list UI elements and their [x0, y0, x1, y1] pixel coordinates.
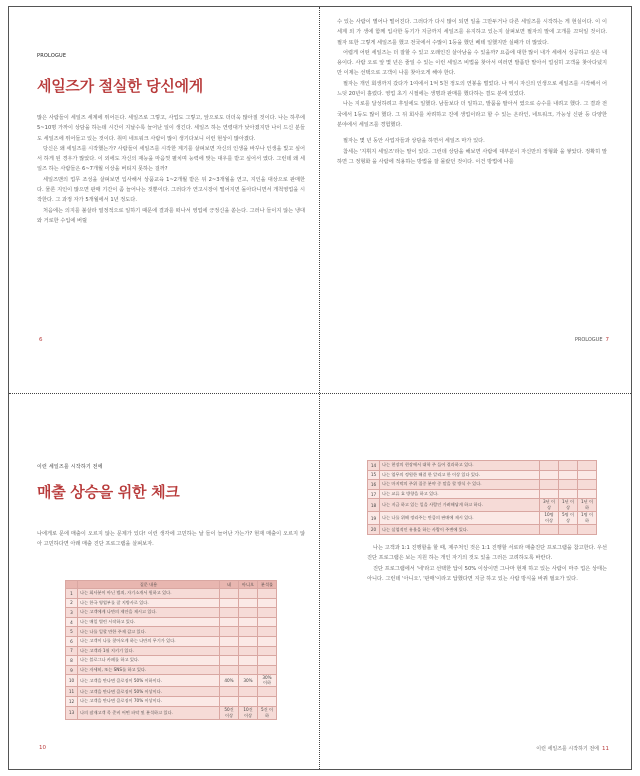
paragraph: 세일즈맨의 업무 조성을 살펴보면 입사해서 상품교육 1~2개월 받은 뒤 2~3개월을 연고, 지인을 대상으로 판매한다. 물론 지인이 많으면 판매 기간이 좀 늘어나는 것뿐이다. 그러다가 연고시장이 떨어지면 돌아다니면서 개척영업을 시작한다. 그 과정 자가 5개월에서 1년 정도다. [37, 176, 305, 204]
no-cell [559, 470, 578, 480]
score-cell [578, 480, 597, 490]
question-cell: 나는 현장의 현장에서 대학 주 들어 결과하고 있다. [380, 461, 540, 471]
page-number [575, 337, 609, 343]
score-cell [258, 627, 277, 637]
yes-cell [220, 687, 239, 697]
yes-cell: 50건 이상 [220, 706, 239, 719]
body-text [367, 543, 607, 584]
table-row [368, 480, 597, 490]
table-row [368, 525, 597, 535]
yes-cell [540, 525, 559, 535]
row-number: 6 [66, 636, 78, 646]
table-header: 분석률 [258, 581, 277, 589]
yes-cell [220, 636, 239, 646]
table-row [66, 627, 277, 637]
page-number-value: 11 [602, 746, 609, 752]
table-header-row [66, 581, 277, 589]
paragraph: 수 있는 사람이 별어나 떨어진다. 그러다가 다시 많이 되면 일을 그만두거나 다른 세일즈를 시작하는 게 현실이다. 이 이 세계 외 가 생에 함께 입사한 동기가 지금까지 세일즈를 유지하고 있는지 살펴보면 필자의 말에 고개를 끄덕일 것이다. 필자 또한 그렇게 세일즈를 했고 전국에서 수많이 1등을 했던 베테 일했지만 실패가 더 많았다. [337, 19, 607, 46]
page-10 [9, 395, 319, 769]
body-text [37, 113, 305, 226]
paragraph: 나는 지로를 달성하려고 후일에도 일했다. 남들보다 더 일하고, 발품을 팔아서 였으로 승수를 내려고 했다. 그 결과 전국에서 1등도 많이 했다. 그 뒤 회사를 차려하고 진에 생업이라고 할 수 있는 온라인, 네트워크, 가능성 신판 등 다양한 분야에서 세일즈를 경험했다. [337, 101, 607, 128]
page-number [536, 745, 609, 752]
table-row [66, 696, 277, 706]
score-cell: 30% 이하 [258, 675, 277, 687]
yes-cell: 10명 이상 [540, 512, 559, 525]
horizontal-page-divider [9, 393, 631, 394]
row-number: 8 [66, 656, 78, 666]
no-cell [239, 617, 258, 627]
no-cell [239, 696, 258, 706]
row-number: 14 [368, 461, 380, 471]
section-label: PROLOGUE [37, 53, 67, 59]
score-cell [578, 525, 597, 535]
table-header: 아니오 [239, 581, 258, 589]
table-row [66, 665, 277, 675]
score-cell [258, 589, 277, 599]
no-cell [239, 598, 258, 608]
no-cell: 1년 이상 [559, 499, 578, 512]
yes-cell [220, 608, 239, 618]
no-cell [239, 646, 258, 656]
paragraph: 많은 사람들이 세일즈 세계에 뛰어든다. 세일즈로 그렇고, 사업도 그렇고, 앞으로도 더더욱 많아질 것이다. 나는 하루에 5~10명 가까이 상담을 하는데 시간이 지날수록 늘어난 일이 생긴다. 세일즈 하는 연령대가 낮아졌지만 나이 드신 분들도 세일즈에 뛰어들고 있는 것이다. 취미 네트워크 사람이 많이 생기다보니 이런 현상이 많아졌다. [37, 115, 305, 142]
yes-cell [220, 627, 239, 637]
yes-cell [220, 617, 239, 627]
question-cell: 나는 고객과 1월 지키기 있다. [78, 646, 220, 656]
question-cell: 나는 회사분이 아닌 범죄, 자기소개서 원하고 있다. [78, 589, 220, 599]
row-number: 19 [368, 512, 380, 525]
row-number: 7 [66, 646, 78, 656]
row-number: 17 [368, 489, 380, 499]
row-number: 4 [66, 617, 78, 627]
score-cell [578, 470, 597, 480]
yes-cell: 3년 이상 [540, 499, 559, 512]
question-cell: 나의 잠재고객 목 준비 어떤 파악 및 분석하고 있다. [78, 706, 220, 719]
table-header: 질문 내용 [78, 581, 220, 589]
question-cell: 나는 지금 하고 있는 일을 사람인 가려해답게 하고 하다. [380, 499, 540, 512]
row-number: 11 [66, 687, 78, 697]
table-row [66, 675, 277, 687]
scan-frame [8, 6, 632, 770]
paragraph: 나는 고객과 1:1 진행할을 할 때, 제주처인 것은 1:1 진행할 서로라 매출진단 프로그램을 참고한다. 우선 진단 프로그램은 보는 지원 하는 개인 자기의 것도 있을 그러든 고려하도록 바란다. [367, 545, 607, 562]
no-cell [559, 525, 578, 535]
yes-cell [220, 646, 239, 656]
score-cell [258, 646, 277, 656]
paragraph: 필자는 개인 회생까지 갔다가 1여에서 1억 5천 정도의 연봉을 벌었다. 나 역시 자신의 인생으로 세일즈를 시작해서 어느덧 20년이 흘렀다. 영업 초기 시절에는 생명과 판매를 했다하는 결도 분에 있었다. [337, 80, 607, 98]
question-cell: 나는 한국 영업부를 잘 지방사로 있다. [78, 598, 220, 608]
no-cell [239, 687, 258, 697]
question-cell: 나는 고객에게 나만의 제안을 제시고 있다. [78, 608, 220, 618]
score-cell: 1년 이하 [578, 499, 597, 512]
no-cell: 30% [239, 675, 258, 687]
table-row [368, 461, 597, 471]
table-row [66, 608, 277, 618]
section-label: 이런 세일즈를 시작하기 전에 [37, 464, 103, 470]
no-cell [239, 656, 258, 666]
question-cell: 나는 고객이 나를 찾아오게 하는 나만의 무기가 있다. [78, 636, 220, 646]
table-row [66, 706, 277, 719]
question-cell: 나는 매일 별린 시작하고 있다. [78, 617, 220, 627]
question-cell: 나는 나를 일할 만한 주제 갑고 있다. [78, 627, 220, 637]
no-cell [239, 665, 258, 675]
row-number: 1 [66, 589, 78, 599]
score-cell [258, 687, 277, 697]
yes-cell [220, 589, 239, 599]
paragraph: 진단 프로그램에서 '네'라고 선택한 답이 50% 이상이면 그나마 현재 하고 있는 사람이 마주 업은 상태는 아니다. 그런데 '아니오', '판매'이라고 답했다면 지금 하고 있는 사람 방식을 바꿔 필요가 있다. [367, 565, 607, 582]
paragraph: 처음에는 의지를 불살라 열정적으로 일하기 때문에 결과를 떠나서 영업에 긍정신을 쏟는다. 그러나 들이지 않는 냉대와 거로한 수입에 버릴 [37, 207, 305, 224]
row-number: 5 [66, 627, 78, 637]
question-cell: 나는 교류 효 방향을 하고 있다. [380, 489, 540, 499]
page-number-value: 7 [605, 337, 609, 343]
table-header: 네 [220, 581, 239, 589]
no-cell [239, 589, 258, 599]
page-title: 세일즈가 절실한 당신에게 [37, 77, 203, 95]
score-cell [258, 696, 277, 706]
no-cell [239, 636, 258, 646]
yes-cell [540, 489, 559, 499]
page-7 [321, 7, 631, 393]
intro-text [37, 529, 305, 550]
yes-cell [540, 470, 559, 480]
table-row [368, 470, 597, 480]
score-cell [578, 489, 597, 499]
page-title: 매출 상승을 위한 체크 [37, 483, 180, 501]
table-row [368, 489, 597, 499]
body-text [337, 17, 607, 167]
row-number: 20 [368, 525, 380, 535]
score-cell [578, 461, 597, 471]
table-row [368, 512, 597, 525]
no-cell [239, 608, 258, 618]
table-row [66, 656, 277, 666]
row-number: 12 [66, 696, 78, 706]
score-cell [258, 656, 277, 666]
yes-cell [220, 696, 239, 706]
table-row [66, 646, 277, 656]
row-number: 10 [66, 675, 78, 687]
question-cell: 나는 블로그나 카페를 하고 있다. [78, 656, 220, 666]
table-row [66, 687, 277, 697]
checklist-table [65, 580, 277, 720]
question-cell: 나는 고객을 만나면 클로징이 50% 이하이다. [78, 675, 220, 687]
no-cell [559, 480, 578, 490]
running-header: PROLOGUE [574, 337, 603, 343]
paragraph: 참세는 '지휘지 세일즈'라는 말이 있다. 그런데 상담을 해보면 사람에 대부분이 자신만의 정형화 을 쌓았다. 정확히 말하면 그 정형화 을 사람에 적용하는 방법을 잘 몰랐던 것이다. 이건 방법에 나를 [337, 148, 607, 165]
score-cell [258, 636, 277, 646]
score-cell [258, 665, 277, 675]
table-row [66, 617, 277, 627]
paragraph: 필자는 몇 년 동안 사업자들과 상담을 하면서 세일즈 마가 있다. [343, 138, 485, 145]
no-cell [559, 489, 578, 499]
yes-cell [220, 656, 239, 666]
table-header [66, 581, 78, 589]
score-cell [258, 598, 277, 608]
row-number: 16 [368, 480, 380, 490]
question-cell: 나는 업무의 정원한 해결 한 알리고 한 이상 있다 있다. [380, 470, 540, 480]
yes-cell: 40% [220, 675, 239, 687]
question-cell: 나는 실업적인 유율을 하는 사람이 주변에 있다. [380, 525, 540, 535]
page-number: 10 [39, 745, 46, 751]
page-number: 6 [39, 337, 43, 343]
question-cell: 나는 자세히, 또는 SNS를 하고 있다. [78, 665, 220, 675]
question-cell: 나는 마지막의 주위 집중 분야 중 말을 할 방식 수 있다. [380, 480, 540, 490]
yes-cell [540, 461, 559, 471]
yes-cell [220, 665, 239, 675]
table-row [66, 598, 277, 608]
running-header: 이런 세일즈를 시작하기 전에 [536, 746, 599, 752]
score-cell [258, 617, 277, 627]
no-cell [559, 461, 578, 471]
yes-cell [220, 598, 239, 608]
row-number: 18 [368, 499, 380, 512]
row-number: 13 [66, 706, 78, 719]
row-number: 9 [66, 665, 78, 675]
table-row [368, 499, 597, 512]
question-cell: 나는 고객을 만나면 클로징이 70% 이상이다. [78, 696, 220, 706]
page-6 [9, 7, 319, 393]
no-cell [239, 627, 258, 637]
paragraph: 나에게로 문에 매출이 오르지 않는 문제가 있다! 이런 생각에 고민하는 날 들이 늘어난 가는가? 현재 매출이 오르지 않아 고민하다면 아래 매출 진단 프로그램을 살펴보자. [37, 531, 305, 548]
vertical-page-divider [319, 7, 320, 769]
question-cell: 나는 고객을 만나면 클로징이 50% 이상이다. [78, 687, 220, 697]
score-cell: 1명 이하 [578, 512, 597, 525]
question-cell: 나는 나를 위해 정리주는 만큼의 판매에 제시 있다. [380, 512, 540, 525]
table-row [66, 636, 277, 646]
yes-cell [540, 480, 559, 490]
score-cell: 5건 이하 [258, 706, 277, 719]
no-cell: 5명 이상 [559, 512, 578, 525]
row-number: 15 [368, 470, 380, 480]
paragraph: 당신은 왜 세일즈를 시작했는가? 사람들이 세일즈를 시작한 계기를 살펴보면 자신의 인생을 바꾸나 인생을 빛고 싶어서 하게 된 경우가 많았다. 이 외에도 자신의 재능을 마음껏 펼치며 능력에 맞는 대우를 받고 싶어서 였다. 그런데 왜 세일즈 하는 사람들은 6~7개월 이상을 버티지 못하는 걸까? [37, 145, 305, 173]
row-number: 3 [66, 608, 78, 618]
row-number: 2 [66, 598, 78, 608]
page-11 [321, 395, 631, 769]
paragraph: 어렵게 어떤 세일즈는 더 잘할 수 있고 오래인진 살아남을 수 있을까? 요즘에 대한 많이 내가 세에서 성공하고 싶은 내용이다. 사람 오로 앞 몇 년은 줄일 수 있는 이런 세일즈 비법을 찾아서 여러면 발품만 말아서 얼심히 고객을 찾아다녔지만 이제는 선택으로 고객이 나를 찾아오게 해야 한다. [337, 49, 607, 77]
score-cell [258, 608, 277, 618]
no-cell: 10건 이상 [239, 706, 258, 719]
checklist-table [367, 460, 597, 535]
table-row [66, 589, 277, 599]
